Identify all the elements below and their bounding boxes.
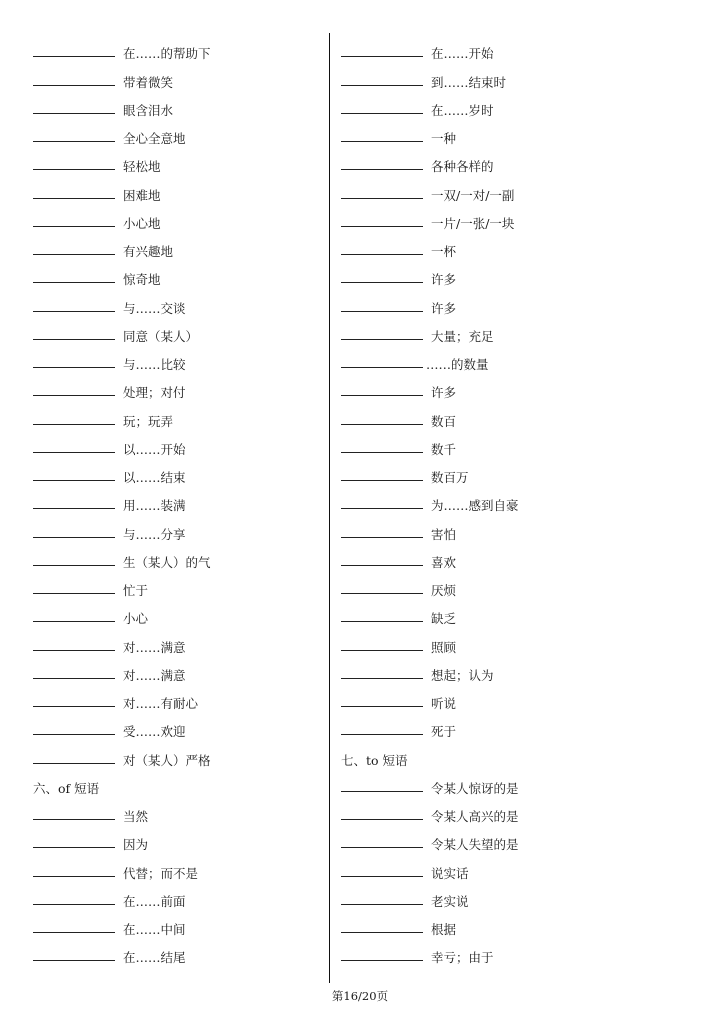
- vocab-row: [341, 485, 681, 513]
- answer-blank[interactable]: [33, 112, 115, 114]
- answer-blank[interactable]: [33, 507, 115, 509]
- meaning-text: 小心: [123, 611, 149, 627]
- meaning-text: 数千: [431, 441, 457, 457]
- vocab-row: [33, 598, 323, 626]
- vocab-row: [33, 146, 323, 174]
- answer-blank[interactable]: [33, 451, 115, 453]
- vocab-row: [341, 372, 681, 400]
- answer-blank[interactable]: [33, 281, 115, 283]
- answer-blank[interactable]: [341, 733, 423, 735]
- vocab-row: [341, 118, 681, 146]
- vocab-row: [341, 598, 681, 626]
- answer-blank[interactable]: [341, 536, 423, 538]
- answer-blank[interactable]: [341, 197, 423, 199]
- vocab-row: [341, 655, 681, 683]
- vocab-row: [341, 203, 681, 231]
- section-heading: 六、of 短语: [33, 780, 100, 796]
- answer-blank[interactable]: [33, 620, 115, 622]
- meaning-text: 照顾: [431, 639, 457, 655]
- meaning-text: 在……结尾: [123, 950, 186, 966]
- meaning-text: 在……前面: [123, 893, 186, 909]
- vocab-row: [341, 852, 681, 880]
- section-heading: 七、to 短语: [341, 752, 408, 768]
- vocab-row: [33, 909, 323, 937]
- vocab-row: [33, 344, 323, 372]
- column-divider: [329, 33, 330, 983]
- meaning-text: 各种各样的: [431, 159, 494, 175]
- vocab-row: [33, 400, 323, 428]
- answer-blank[interactable]: [33, 959, 115, 961]
- answer-blank[interactable]: [341, 168, 423, 170]
- answer-blank[interactable]: [33, 225, 115, 227]
- meaning-text: 同意（某人）: [123, 328, 199, 344]
- meaning-text: 令某人失望的是: [431, 837, 519, 853]
- vocab-row: [33, 570, 323, 598]
- vocab-row: [33, 626, 323, 654]
- section-heading-row: [341, 739, 681, 767]
- answer-blank[interactable]: [341, 281, 423, 283]
- answer-blank[interactable]: [341, 903, 423, 905]
- meaning-text: 喜欢: [431, 554, 457, 570]
- answer-blank[interactable]: [341, 394, 423, 396]
- answer-blank[interactable]: [341, 338, 423, 340]
- vocab-row: [33, 316, 323, 344]
- answer-blank[interactable]: [341, 931, 423, 933]
- left-column: [33, 33, 323, 965]
- vocab-row: [341, 796, 681, 824]
- meaning-text: 数百万: [431, 470, 469, 485]
- answer-blank[interactable]: [341, 140, 423, 142]
- answer-blank[interactable]: [33, 705, 115, 707]
- meaning-text: 以……结束: [123, 470, 186, 485]
- answer-blank[interactable]: [33, 423, 115, 425]
- vocab-row: [341, 33, 681, 61]
- vocab-row: [341, 909, 681, 937]
- vocab-row: [33, 372, 323, 400]
- answer-blank[interactable]: [33, 733, 115, 735]
- vocab-row: [341, 824, 681, 852]
- answer-blank[interactable]: [33, 536, 115, 538]
- meaning-text: 对（某人）严格: [123, 752, 211, 768]
- page-number: 第16/20页: [331, 989, 389, 1003]
- answer-blank[interactable]: [341, 790, 423, 792]
- meaning-text: 一双/一对/一副: [431, 187, 515, 203]
- meaning-text: 带着微笑: [123, 74, 174, 90]
- vocab-row: [341, 429, 681, 457]
- answer-blank[interactable]: [33, 903, 115, 905]
- answer-blank[interactable]: [33, 479, 115, 481]
- meaning-text: 许多: [431, 385, 457, 401]
- answer-blank[interactable]: [33, 846, 115, 848]
- meaning-text: 死于: [431, 724, 457, 740]
- answer-blank[interactable]: [33, 168, 115, 170]
- answer-blank[interactable]: [341, 423, 423, 425]
- answer-blank[interactable]: [33, 762, 115, 764]
- vocab-row: [33, 90, 323, 118]
- meaning-text: 忙于: [123, 583, 149, 598]
- meaning-text: 令某人惊讶的是: [431, 780, 519, 796]
- vocab-row: [341, 90, 681, 118]
- vocab-row: [33, 174, 323, 202]
- answer-blank[interactable]: [33, 55, 115, 57]
- vocab-row: [33, 513, 323, 541]
- meaning-text: 处理；对付: [123, 385, 186, 401]
- vocab-row: [341, 174, 681, 202]
- meaning-text: 全心全意地: [123, 131, 186, 146]
- answer-blank[interactable]: [341, 705, 423, 707]
- answer-blank[interactable]: [341, 875, 423, 877]
- vocab-row: [33, 937, 323, 965]
- vocab-row: [33, 61, 323, 89]
- vocab-row: [341, 626, 681, 654]
- answer-blank[interactable]: [341, 818, 423, 820]
- meaning-text: 想起；认为: [431, 667, 494, 683]
- answer-blank[interactable]: [341, 112, 423, 114]
- meaning-text: 有兴趣地: [123, 244, 174, 259]
- vocab-row: [33, 231, 323, 259]
- meaning-text: 用……装满: [123, 498, 186, 514]
- vocab-row: [341, 513, 681, 541]
- vocab-row: [33, 881, 323, 909]
- answer-blank[interactable]: [33, 818, 115, 820]
- answer-blank[interactable]: [33, 394, 115, 396]
- vocab-row: [341, 259, 681, 287]
- vocab-row: [341, 231, 681, 259]
- answer-blank[interactable]: [33, 677, 115, 679]
- answer-blank[interactable]: [341, 253, 423, 255]
- vocab-row: [341, 344, 681, 372]
- meaning-text: 生（某人）的气: [123, 554, 211, 570]
- vocab-row: [33, 118, 323, 146]
- meaning-text: 为……感到自豪: [431, 498, 519, 514]
- answer-blank[interactable]: [341, 507, 423, 509]
- vocab-row: [33, 429, 323, 457]
- answer-blank[interactable]: [341, 592, 423, 594]
- right-column: [341, 33, 681, 965]
- answer-blank[interactable]: [341, 451, 423, 453]
- meaning-text: 厌烦: [431, 583, 457, 598]
- vocab-row: [341, 570, 681, 598]
- meaning-text: 轻松地: [123, 159, 161, 175]
- vocab-row: [341, 457, 681, 485]
- vocab-row: [33, 287, 323, 315]
- meaning-text: 令某人高兴的是: [431, 809, 519, 824]
- vocab-row: [341, 61, 681, 89]
- meaning-text: 以……开始: [123, 441, 186, 457]
- vocab-row: [33, 655, 323, 683]
- answer-blank[interactable]: [33, 253, 115, 255]
- answer-blank[interactable]: [33, 310, 115, 312]
- vocab-row: [33, 683, 323, 711]
- meaning-text: 在……中间: [123, 922, 186, 937]
- answer-blank[interactable]: [33, 564, 115, 566]
- meaning-text: 许多: [431, 272, 457, 288]
- vocab-row: [341, 400, 681, 428]
- meaning-text: 一片/一张/一块: [431, 215, 515, 231]
- meaning-text: 害怕: [431, 526, 457, 542]
- meaning-text: 在……的帮助下: [123, 46, 211, 62]
- vocab-row: [341, 316, 681, 344]
- vocab-row: [341, 146, 681, 174]
- meaning-text: 玩；玩弄: [123, 413, 174, 429]
- answer-blank[interactable]: [33, 931, 115, 933]
- answer-blank[interactable]: [341, 846, 423, 848]
- vocab-row: [341, 937, 681, 965]
- meaning-text: 受……欢迎: [123, 724, 186, 740]
- vocab-row: [33, 457, 323, 485]
- answer-blank[interactable]: [341, 55, 423, 57]
- answer-blank[interactable]: [341, 649, 423, 651]
- answer-blank[interactable]: [341, 310, 423, 312]
- meaning-text: 听说: [431, 696, 457, 711]
- meaning-text: 缺乏: [431, 611, 457, 627]
- answer-blank[interactable]: [341, 564, 423, 566]
- meaning-text: 对……满意: [123, 667, 186, 683]
- vocab-row: [341, 287, 681, 315]
- meaning-text: 在……开始: [431, 46, 494, 62]
- answer-blank[interactable]: [33, 875, 115, 877]
- meaning-text: 根据: [431, 922, 457, 937]
- vocab-row: [33, 739, 323, 767]
- answer-blank[interactable]: [341, 620, 423, 622]
- meaning-text: 困难地: [123, 187, 161, 203]
- meaning-text: 当然: [123, 809, 149, 824]
- meaning-text: 小心地: [123, 215, 161, 231]
- vocab-row: [33, 824, 323, 852]
- vocab-row: [341, 683, 681, 711]
- meaning-text: 许多: [431, 300, 457, 316]
- meaning-text: 与……交谈: [123, 300, 186, 316]
- meaning-text: 因为: [123, 837, 149, 853]
- vocab-row: [341, 542, 681, 570]
- meaning-text: 数百: [431, 413, 457, 429]
- answer-blank[interactable]: [341, 677, 423, 679]
- answer-blank[interactable]: [33, 366, 115, 368]
- meaning-text: 一杯: [431, 244, 457, 259]
- meaning-text: 对……满意: [123, 639, 186, 655]
- vocab-row: [341, 881, 681, 909]
- answer-blank[interactable]: [33, 338, 115, 340]
- vocab-row: [33, 796, 323, 824]
- answer-blank[interactable]: [33, 649, 115, 651]
- answer-blank[interactable]: [341, 959, 423, 961]
- meaning-text: 到……结束时: [431, 74, 507, 90]
- vocab-row: [33, 485, 323, 513]
- vocab-row: [341, 768, 681, 796]
- vocab-row: [33, 852, 323, 880]
- vocab-row: [33, 203, 323, 231]
- answer-blank[interactable]: [341, 225, 423, 227]
- meaning-text: 代替；而不是: [123, 865, 199, 881]
- meaning-text: 老实说: [431, 893, 469, 909]
- answer-blank[interactable]: [341, 84, 423, 86]
- vocab-row: [33, 542, 323, 570]
- meaning-text: 幸亏；由于: [431, 950, 494, 966]
- meaning-text: 眼含泪水: [123, 102, 174, 118]
- meaning-text: 一种: [431, 131, 457, 146]
- vocab-row: [33, 711, 323, 739]
- meaning-text: 说实话: [431, 865, 469, 881]
- meaning-text: 在……岁时: [431, 102, 494, 118]
- meaning-text: 大量；充足: [431, 328, 494, 344]
- answer-blank[interactable]: [33, 84, 115, 86]
- answer-blank[interactable]: [33, 197, 115, 199]
- vocab-row: [33, 33, 323, 61]
- meaning-text: ……的数量: [426, 357, 489, 372]
- meaning-text: 与……分享: [123, 526, 186, 542]
- vocab-row: [341, 711, 681, 739]
- answer-blank[interactable]: [33, 140, 115, 142]
- meaning-text: 惊奇地: [123, 272, 161, 288]
- answer-blank[interactable]: [341, 479, 423, 481]
- meaning-text: 对……有耐心: [123, 696, 199, 711]
- section-heading-row: [33, 768, 323, 796]
- meaning-text: 与……比较: [123, 357, 186, 372]
- answer-blank[interactable]: [341, 366, 423, 368]
- vocab-row: [33, 259, 323, 287]
- answer-blank[interactable]: [33, 592, 115, 594]
